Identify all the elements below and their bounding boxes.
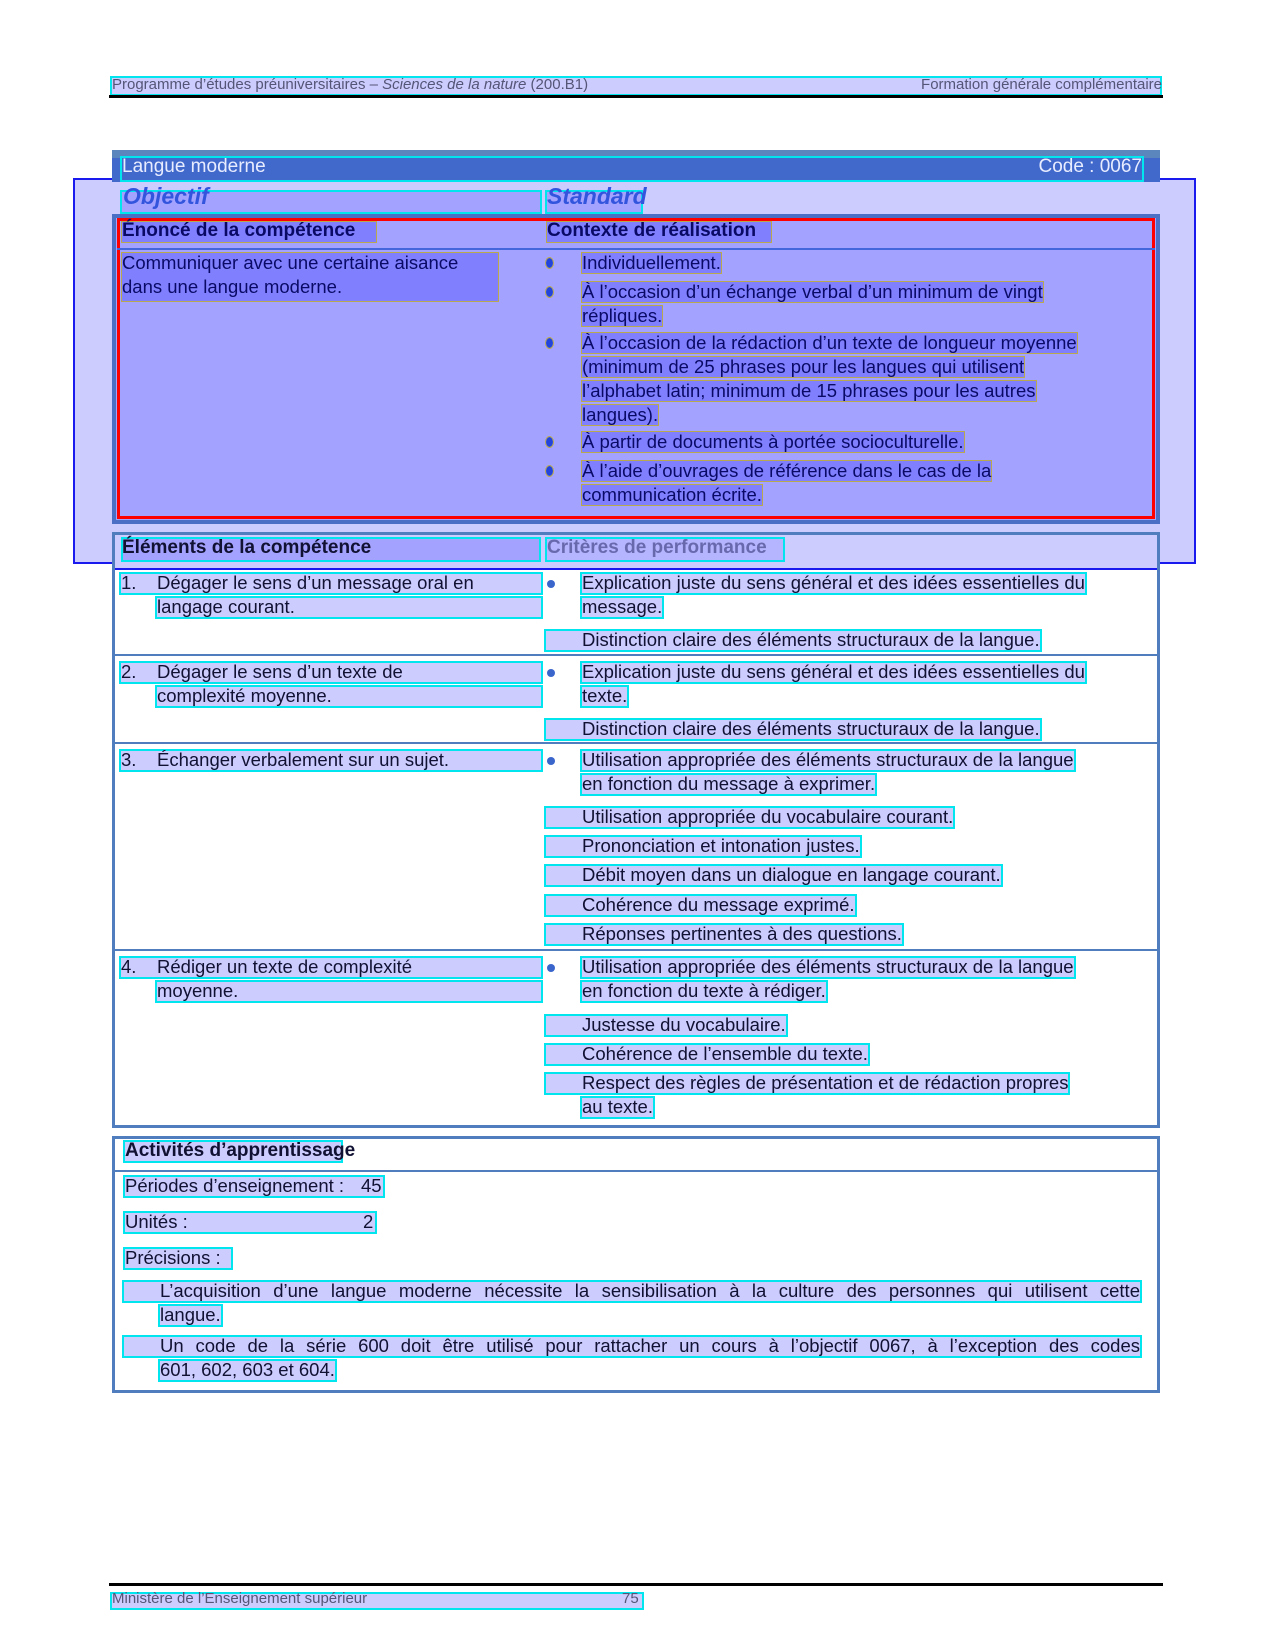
element-number: 4. — [121, 956, 137, 977]
header-program — [112, 76, 588, 93]
precisions-label: Précisions : — [125, 1247, 221, 1268]
context-item-line: À partir de documents à portée socioculturelle. — [582, 431, 964, 452]
bullet-icon — [546, 466, 553, 476]
criteria-text-line: Utilisation appropriée des éléments structuraux de la langue — [582, 749, 1074, 770]
context-item-line: l’alphabet latin; minimum de 15 phrases pour les autres — [582, 380, 1036, 401]
criteria-text-line: Utilisation appropriée des éléments structuraux de la langue — [582, 956, 1074, 977]
criteria-text-line: Cohérence du message exprimé. — [582, 894, 855, 915]
precision-text-line: langue. — [160, 1304, 221, 1325]
element-text-line: Dégager le sens d’un texte de — [157, 661, 403, 682]
bullet-icon — [547, 580, 555, 588]
bullet-icon — [547, 964, 555, 972]
competence-text-line1: Communiquer avec une certaine aisance — [122, 252, 459, 273]
context-header-divider — [117, 248, 1155, 250]
footer-rule — [109, 1583, 1163, 1586]
criteria-text-line: Réponses pertinentes à des questions. — [582, 923, 902, 944]
element-text-line: Dégager le sens d’un message oral en — [157, 572, 474, 593]
context-item-line: À l’occasion d’un échange verbal d’un minimum de vingt — [582, 281, 1043, 302]
criteria-text-line: Respect des règles de présentation et de rédaction propres — [582, 1072, 1069, 1093]
units-value: 2 — [363, 1211, 374, 1232]
criteria-text-line: Utilisation appropriée du vocabulaire courant. — [582, 806, 954, 827]
precision-text-line: L’acquisition d’une langue moderne nécessite la sensibilisation à la culture des personnes qui utilisent cette — [160, 1280, 1140, 1301]
title-bar-highlight — [122, 158, 1142, 180]
criteria-text-line: au texte. — [582, 1096, 653, 1117]
header-program-name: Sciences de la nature — [382, 76, 527, 93]
header-program-prefix: Programme d’études préuniversitaires – — [112, 76, 383, 93]
criteria-text-line: texte. — [582, 685, 628, 706]
precision-text-line: Un code de la série 600 doit être utilisé pour rattacher un cours à l’objectif 0067, à l’exception des codes — [160, 1335, 1140, 1356]
criteria-text-line: en fonction du message à exprimer. — [582, 773, 876, 794]
bullet-icon — [546, 338, 553, 348]
criteria-text-line: Distinction claire des éléments structuraux de la langue. — [582, 629, 1040, 650]
element-text-line: langage courant. — [157, 596, 295, 617]
bullet-icon — [546, 287, 553, 297]
standard-label: Standard — [547, 183, 647, 209]
criteria-text-line: message. — [582, 596, 663, 617]
criteria-text-line: Distinction claire des éléments structuraux de la langue. — [582, 718, 1040, 739]
header-program-code: (200.B1) — [526, 76, 589, 93]
elements-table — [112, 532, 1160, 1128]
element-text-line: moyenne. — [157, 980, 239, 1001]
header-section: Formation générale complémentaire — [921, 76, 1162, 93]
bullet-icon — [546, 258, 553, 268]
elements-header-line — [115, 568, 1157, 570]
footer-ministry: Ministère de l’Enseignement supérieur — [112, 1590, 368, 1607]
row-divider — [115, 949, 1157, 951]
units-label: Unités : — [125, 1211, 188, 1232]
element-text-line: Échanger verbalement sur un sujet. — [157, 749, 450, 770]
element-number: 1. — [121, 572, 137, 593]
criteria-text-line: en fonction du texte à rédiger. — [582, 980, 826, 1001]
bullet-icon — [546, 437, 553, 447]
context-item-line: répliques. — [582, 305, 663, 326]
activities-header-line — [115, 1170, 1157, 1172]
context-item-line: À l’aide d’ouvrages de référence dans le cas de la — [582, 460, 992, 481]
objectif-label: Objectif — [123, 183, 209, 209]
element-text-line: complexité moyenne. — [157, 685, 332, 706]
periods-label: Périodes d’enseignement : — [125, 1175, 345, 1196]
criteria-text-line: Justesse du vocabulaire. — [582, 1014, 786, 1035]
criteria-text-line: Explication juste du sens général et des idées essentielles du — [582, 572, 1085, 593]
course-title: Langue moderne — [122, 156, 266, 177]
elements-col1-heading: Éléments de la compétence — [122, 537, 372, 558]
criteria-text-line: Cohérence de l’ensemble du texte. — [582, 1043, 868, 1064]
competence-heading: Énoncé de la compétence — [122, 220, 356, 241]
bullet-icon — [547, 669, 555, 677]
page-number: 75 — [622, 1590, 639, 1607]
context-heading: Contexte de réalisation — [547, 220, 757, 241]
element-number: 3. — [121, 749, 137, 770]
context-item-line: communication écrite. — [582, 484, 762, 505]
bullet-icon — [547, 757, 555, 765]
element-number: 2. — [121, 661, 137, 682]
course-code: Code : 0067 — [1038, 156, 1142, 177]
activities-heading: Activités d’apprentissage — [125, 1140, 356, 1161]
row-divider — [115, 654, 1157, 656]
criteria-text-line: Débit moyen dans un dialogue en langage courant. — [582, 864, 1001, 885]
row-divider — [115, 742, 1157, 744]
competence-text-line2: dans une langue moderne. — [122, 276, 343, 297]
periods-value: 45 — [361, 1175, 382, 1196]
context-item-line: À l’occasion de la rédaction d’un texte de longueur moyenne — [582, 332, 1077, 353]
criteria-heading-highlight — [547, 539, 783, 560]
header-rule — [109, 95, 1163, 98]
precision-text-line: 601, 602, 603 et 604. — [160, 1359, 335, 1380]
title-bar — [112, 150, 1160, 182]
element-text-line: Rédiger un texte de complexité — [157, 956, 413, 977]
context-item-line: (minimum de 25 phrases pour les langues qui utilisent — [582, 356, 1025, 377]
context-item-line: Individuellement. — [582, 252, 721, 273]
criteria-text-line: Prononciation et intonation justes. — [582, 835, 860, 856]
context-item-line: langues). — [582, 404, 659, 425]
criteria-text-line: Explication juste du sens général et des idées essentielles du — [582, 661, 1085, 682]
